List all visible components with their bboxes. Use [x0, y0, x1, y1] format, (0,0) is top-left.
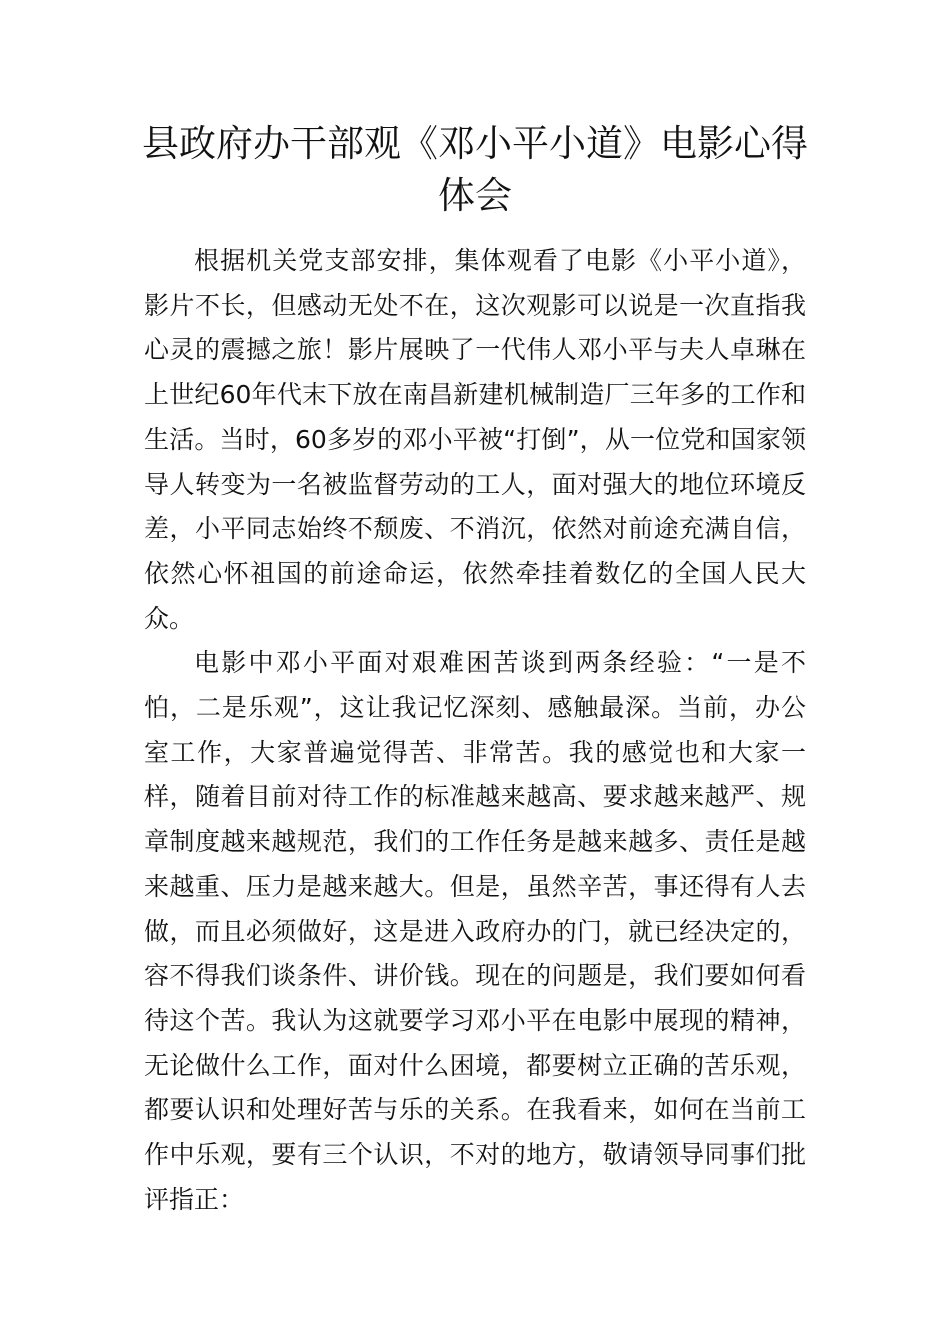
paragraph-2: 电影中邓小平面对艰难困苦谈到两条经验：“一是不怕，二是乐观”，这让我记忆深刻、感触最深。当前，办公室工作，大家普遍觉得苦、非常苦。我的感觉也和大家一样，随着目前对待工作的标准越来越高、要求越来越严、规章制度越来越规范，我们的工作任务是越来越多、责任是越来越重、压力是越来越大。但是，虽然辛苦，事还得有人去做，而且必须做好，这是进入政府办的门，就已经决定的，容不得我们谈条件、讲价钱。现在的问题是，我们要如何看待这个苦。我认为这就要学习邓小平在电影中展现的精神，无论做什么工作，面对什么困境，都要树立正确的苦乐观，都要认识和处理好苦与乐的关系。在我看来，如何在当前工作中乐观，要有三个认识，不对的地方，敬请领导同事们批评指正： [144, 648, 806, 1214]
document-body [144, 239, 806, 1222]
document-title: 县政府办干部观《邓小平小道》电影心得体会 [142, 122, 808, 217]
paragraph-1: 根据机关党支部安排，集体观看了电影《小平小道》，影片不长，但感动无处不在，这次观影可以说是一次直指我心灵的震撼之旅！影片展映了一代伟人邓小平与夫人卓琳在上世纪60年代末下放在南昌新建机械制造厂三年多的工作和生活。当时，60多岁的邓小平被“打倒”，从一位党和国家领导人转变为一名被监督劳动的工人，面对强大的地位环境反差，小平同志始终不颓废、不消沉，依然对前途充满自信，依然心怀祖国的前途命运，依然牵挂着数亿的全国人民大众。 [144, 246, 806, 633]
